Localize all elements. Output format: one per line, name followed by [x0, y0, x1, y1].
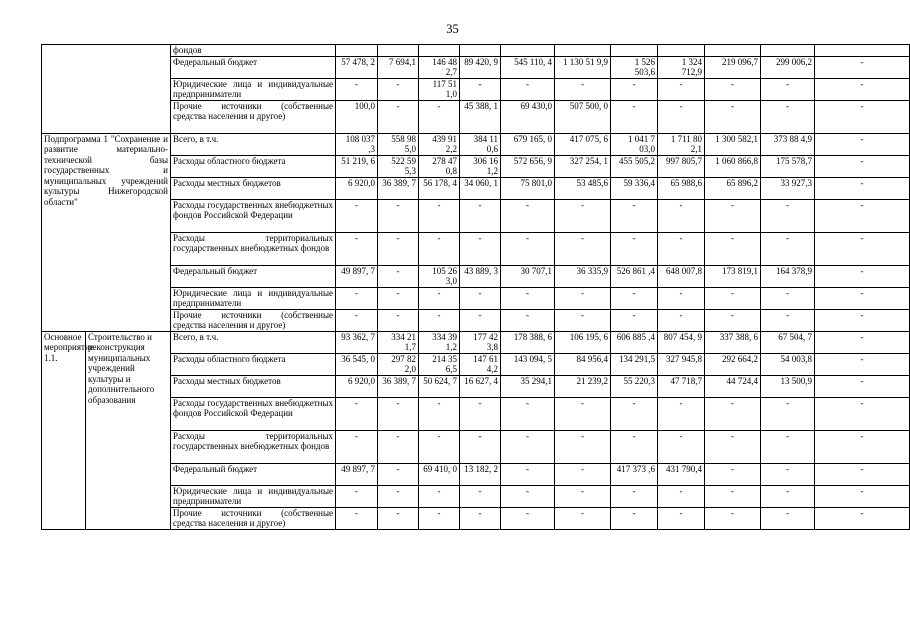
value-cell: 134 291,5: [611, 353, 658, 375]
table-row: [42, 232, 910, 265]
value-cell: 1 526 503,6: [611, 56, 658, 78]
value-cell: -: [761, 430, 815, 463]
value-cell: 57 478, 2: [336, 56, 378, 78]
table-row: [42, 430, 910, 463]
value-cell: 43 889, 3: [460, 265, 501, 287]
source-cell: Расходы областного бюджета: [171, 353, 336, 375]
value-cell: 417 075, 6: [555, 133, 611, 155]
value-cell: -: [378, 430, 419, 463]
value-cell: -: [460, 507, 501, 529]
value-cell: -: [460, 397, 501, 430]
value-cell: 105 26 3,0: [419, 265, 460, 287]
value-cell: -: [555, 287, 611, 309]
value-cell: 1 041 7 03,0: [611, 133, 658, 155]
value-cell: -: [419, 309, 460, 331]
value-cell: -: [815, 485, 910, 507]
value-cell: -: [815, 287, 910, 309]
table-row: [42, 56, 910, 78]
value-cell: 439 91 2,2: [419, 133, 460, 155]
value-cell: -: [815, 331, 910, 353]
value-cell: -: [761, 507, 815, 529]
value-cell: -: [555, 463, 611, 485]
value-cell: -: [460, 232, 501, 265]
value-cell: -: [658, 287, 705, 309]
value-cell: -: [815, 199, 910, 232]
value-cell: 807 454, 9: [658, 331, 705, 353]
table-row: [42, 45, 910, 57]
value-cell: 164 378,9: [761, 265, 815, 287]
value-cell: -: [761, 287, 815, 309]
value-cell: -: [501, 199, 555, 232]
table-row: [42, 199, 910, 232]
value-cell: -: [501, 309, 555, 331]
value-cell: -: [611, 309, 658, 331]
value-cell: 51 219, 6: [336, 155, 378, 177]
value-cell: 572 656, 9: [501, 155, 555, 177]
value-cell: 84 956,4: [555, 353, 611, 375]
source-cell: Расходы территориальных государственных внебюджетных фондов: [171, 232, 336, 265]
table-row: [42, 309, 910, 331]
budget-table-body: [42, 45, 910, 530]
budget-table: [41, 44, 910, 530]
value-cell: [336, 45, 378, 57]
value-cell: -: [555, 485, 611, 507]
value-cell: 417 373 ,6: [611, 463, 658, 485]
value-cell: -: [815, 56, 910, 78]
value-cell: -: [705, 463, 761, 485]
value-cell: -: [501, 430, 555, 463]
page-number: 35: [446, 22, 459, 36]
value-cell: 431 790,4: [658, 463, 705, 485]
value-cell: -: [611, 232, 658, 265]
value-cell: 89 420, 9: [460, 56, 501, 78]
value-cell: 106 195, 6: [555, 331, 611, 353]
value-cell: -: [815, 78, 910, 100]
table-row: [42, 100, 910, 133]
value-cell: 522 59 5,3: [378, 155, 419, 177]
value-cell: -: [815, 232, 910, 265]
value-cell: 334 21 1,7: [378, 331, 419, 353]
value-cell: -: [815, 100, 910, 133]
value-cell: [378, 45, 419, 57]
source-cell: Всего, в т.ч.: [171, 331, 336, 353]
value-cell: -: [761, 199, 815, 232]
value-cell: -: [460, 430, 501, 463]
value-cell: -: [501, 507, 555, 529]
value-cell: 67 504, 7: [761, 331, 815, 353]
value-cell: [761, 45, 815, 57]
value-cell: 33 927,3: [761, 177, 815, 199]
value-cell: -: [378, 463, 419, 485]
value-cell: [460, 45, 501, 57]
value-cell: -: [761, 463, 815, 485]
value-cell: -: [705, 100, 761, 133]
value-cell: 545 110, 4: [501, 56, 555, 78]
value-cell: 384 11 0,6: [460, 133, 501, 155]
value-cell: 69 410, 0: [419, 463, 460, 485]
table-row: [42, 78, 910, 100]
value-cell: -: [555, 507, 611, 529]
value-cell: -: [419, 397, 460, 430]
value-cell: -: [460, 309, 501, 331]
value-cell: 327 254, 1: [555, 155, 611, 177]
value-cell: 30 707,1: [501, 265, 555, 287]
table-row: [42, 177, 910, 199]
value-cell: 44 724,4: [705, 375, 761, 397]
value-cell: 373 88 4,9: [761, 133, 815, 155]
value-cell: 146 48 2,7: [419, 56, 460, 78]
value-cell: 54 003,8: [761, 353, 815, 375]
value-cell: -: [378, 485, 419, 507]
value-cell: -: [501, 463, 555, 485]
table-row: [42, 133, 910, 155]
value-cell: [501, 45, 555, 57]
source-cell: Прочие источники (собственные средства населения и другое): [171, 507, 336, 529]
value-cell: -: [336, 430, 378, 463]
value-cell: 292 664,2: [705, 353, 761, 375]
value-cell: 507 500, 0: [555, 100, 611, 133]
value-cell: 55 220,3: [611, 375, 658, 397]
source-cell: Всего, в т.ч.: [171, 133, 336, 155]
value-cell: 299 006,2: [761, 56, 815, 78]
value-cell: -: [815, 430, 910, 463]
source-cell: Федеральный бюджет: [171, 56, 336, 78]
value-cell: -: [501, 485, 555, 507]
value-cell: 337 388, 6: [705, 331, 761, 353]
value-cell: 16 627, 4: [460, 375, 501, 397]
value-cell: -: [378, 265, 419, 287]
value-cell: 997 805,7: [658, 155, 705, 177]
value-cell: -: [378, 287, 419, 309]
value-cell: -: [705, 78, 761, 100]
value-cell: -: [815, 353, 910, 375]
value-cell: [658, 45, 705, 57]
source-cell: Юридические лица и индивидуальные предприниматели: [171, 78, 336, 100]
value-cell: -: [611, 287, 658, 309]
value-cell: -: [815, 265, 910, 287]
measure-label: Основное мероприятие 1.1.: [42, 331, 86, 529]
value-cell: 1 324 712,9: [658, 56, 705, 78]
source-cell: фондов: [171, 45, 336, 57]
value-cell: -: [378, 100, 419, 133]
value-cell: -: [555, 309, 611, 331]
value-cell: -: [815, 463, 910, 485]
value-cell: 108 037 ,3: [336, 133, 378, 155]
value-cell: 13 182, 2: [460, 463, 501, 485]
value-cell: 306 16 1,2: [460, 155, 501, 177]
table-row: [42, 331, 910, 353]
value-cell: -: [378, 309, 419, 331]
value-cell: -: [705, 232, 761, 265]
value-cell: -: [501, 78, 555, 100]
value-cell: 21 239,2: [555, 375, 611, 397]
source-cell: Прочие источники (собственные средства населения и другое): [171, 309, 336, 331]
value-cell: -: [336, 199, 378, 232]
value-cell: 455 505,2: [611, 155, 658, 177]
value-cell: -: [815, 397, 910, 430]
value-cell: -: [611, 430, 658, 463]
value-cell: 175 578,7: [761, 155, 815, 177]
value-cell: 6 920,0: [336, 177, 378, 199]
value-cell: 173 819,1: [705, 265, 761, 287]
table-row: [42, 265, 910, 287]
value-cell: 47 718,7: [658, 375, 705, 397]
value-cell: -: [658, 232, 705, 265]
value-cell: -: [611, 100, 658, 133]
value-cell: 1 711 80 2,1: [658, 133, 705, 155]
value-cell: 1 060 866,8: [705, 155, 761, 177]
value-cell: 45 388, 1: [460, 100, 501, 133]
value-cell: 34 060, 1: [460, 177, 501, 199]
value-cell: -: [378, 232, 419, 265]
value-cell: -: [705, 287, 761, 309]
value-cell: -: [378, 78, 419, 100]
continuation-label-cell: [42, 45, 171, 134]
value-cell: -: [336, 78, 378, 100]
value-cell: 35 294,1: [501, 375, 555, 397]
value-cell: -: [378, 397, 419, 430]
value-cell: 147 61 4,2: [460, 353, 501, 375]
value-cell: -: [419, 199, 460, 232]
value-cell: 278 47 0,8: [419, 155, 460, 177]
value-cell: -: [378, 507, 419, 529]
value-cell: -: [705, 397, 761, 430]
subprogram-title: Подпрограмма 1 "Сохранение и развитие материально-технической базы государственных и муниципальных учреждений культуры Нижегородской области": [42, 133, 171, 331]
value-cell: 69 430,0: [501, 100, 555, 133]
table-row: [42, 485, 910, 507]
value-cell: 59 336,4: [611, 177, 658, 199]
value-cell: -: [658, 309, 705, 331]
value-cell: -: [460, 199, 501, 232]
value-cell: -: [611, 397, 658, 430]
table-row: [42, 155, 910, 177]
value-cell: -: [658, 100, 705, 133]
value-cell: -: [555, 430, 611, 463]
value-cell: 6 920,0: [336, 375, 378, 397]
value-cell: -: [336, 309, 378, 331]
value-cell: -: [611, 199, 658, 232]
value-cell: 214 35 6,5: [419, 353, 460, 375]
value-cell: -: [336, 287, 378, 309]
value-cell: 648 007,8: [658, 265, 705, 287]
value-cell: 7 694,1: [378, 56, 419, 78]
value-cell: -: [705, 309, 761, 331]
source-cell: Расходы местных бюджетов: [171, 375, 336, 397]
value-cell: -: [419, 485, 460, 507]
value-cell: 219 096,7: [705, 56, 761, 78]
value-cell: -: [611, 507, 658, 529]
value-cell: -: [815, 375, 910, 397]
value-cell: 558 98 5,0: [378, 133, 419, 155]
value-cell: -: [611, 78, 658, 100]
value-cell: [815, 45, 910, 57]
value-cell: -: [705, 507, 761, 529]
value-cell: 36 389, 7: [378, 375, 419, 397]
value-cell: -: [761, 309, 815, 331]
value-cell: 606 885 ,4: [611, 331, 658, 353]
value-cell: -: [460, 287, 501, 309]
value-cell: 36 389, 7: [378, 177, 419, 199]
value-cell: -: [815, 177, 910, 199]
value-cell: -: [761, 232, 815, 265]
value-cell: -: [761, 485, 815, 507]
value-cell: 334 39 1,2: [419, 331, 460, 353]
value-cell: -: [815, 309, 910, 331]
value-cell: 93 362, 7: [336, 331, 378, 353]
source-cell: Прочие источники (собственные средства населения и другое): [171, 100, 336, 133]
value-cell: -: [761, 100, 815, 133]
value-cell: 49 897, 7: [336, 265, 378, 287]
value-cell: -: [555, 397, 611, 430]
value-cell: 1 130 51 9,9: [555, 56, 611, 78]
value-cell: -: [336, 507, 378, 529]
table-row: [42, 463, 910, 485]
value-cell: 679 165, 0: [501, 133, 555, 155]
source-cell: Юридические лица и индивидуальные предприниматели: [171, 485, 336, 507]
value-cell: -: [555, 199, 611, 232]
source-cell: Федеральный бюджет: [171, 265, 336, 287]
value-cell: -: [419, 287, 460, 309]
value-cell: -: [336, 485, 378, 507]
value-cell: [555, 45, 611, 57]
table-row: [42, 397, 910, 430]
value-cell: -: [658, 397, 705, 430]
value-cell: 53 485,6: [555, 177, 611, 199]
value-cell: 177 42 3,8: [460, 331, 501, 353]
value-cell: 1 300 582,1: [705, 133, 761, 155]
source-cell: Расходы государственных внебюджетных фондов Российской Федерации: [171, 199, 336, 232]
value-cell: -: [815, 507, 910, 529]
value-cell: -: [705, 199, 761, 232]
value-cell: -: [705, 485, 761, 507]
value-cell: [611, 45, 658, 57]
value-cell: -: [419, 100, 460, 133]
value-cell: -: [658, 430, 705, 463]
value-cell: -: [501, 287, 555, 309]
value-cell: -: [555, 78, 611, 100]
source-cell: Расходы местных бюджетов: [171, 177, 336, 199]
value-cell: 526 861 ,4: [611, 265, 658, 287]
value-cell: -: [815, 133, 910, 155]
value-cell: 36 545, 0: [336, 353, 378, 375]
value-cell: 100,0: [336, 100, 378, 133]
value-cell: -: [501, 397, 555, 430]
value-cell: -: [761, 397, 815, 430]
value-cell: -: [336, 232, 378, 265]
value-cell: -: [460, 485, 501, 507]
value-cell: 36 335,9: [555, 265, 611, 287]
value-cell: -: [378, 199, 419, 232]
value-cell: 65 896,2: [705, 177, 761, 199]
source-cell: Расходы территориальных государственных внебюджетных фондов: [171, 430, 336, 463]
value-cell: -: [658, 485, 705, 507]
value-cell: 327 945,8: [658, 353, 705, 375]
value-cell: 13 500,9: [761, 375, 815, 397]
value-cell: -: [761, 78, 815, 100]
table-row: [42, 287, 910, 309]
value-cell: 56 178, 4: [419, 177, 460, 199]
value-cell: -: [419, 507, 460, 529]
value-cell: -: [658, 78, 705, 100]
value-cell: -: [658, 507, 705, 529]
measure-name: Строительство и реконструкция муниципальных учреждений культуры и дополнительного образования: [86, 331, 171, 529]
value-cell: -: [419, 430, 460, 463]
value-cell: -: [336, 397, 378, 430]
table-row: [42, 375, 910, 397]
value-cell: -: [460, 78, 501, 100]
value-cell: -: [501, 232, 555, 265]
value-cell: 143 094, 5: [501, 353, 555, 375]
source-cell: Расходы государственных внебюджетных фондов Российской Федерации: [171, 397, 336, 430]
source-cell: Федеральный бюджет: [171, 463, 336, 485]
value-cell: -: [705, 430, 761, 463]
value-cell: 117 51 1,0: [419, 78, 460, 100]
value-cell: [705, 45, 761, 57]
value-cell: 49 897, 7: [336, 463, 378, 485]
value-cell: -: [658, 199, 705, 232]
source-cell: Юридические лица и индивидуальные предприниматели: [171, 287, 336, 309]
value-cell: -: [815, 155, 910, 177]
source-cell: Расходы областного бюджета: [171, 155, 336, 177]
value-cell: -: [419, 232, 460, 265]
value-cell: 65 988,6: [658, 177, 705, 199]
value-cell: 297 82 2,0: [378, 353, 419, 375]
table-row: [42, 507, 910, 529]
table-row: [42, 353, 910, 375]
value-cell: 50 624, 7: [419, 375, 460, 397]
value-cell: -: [611, 485, 658, 507]
value-cell: 75 801,0: [501, 177, 555, 199]
value-cell: [419, 45, 460, 57]
value-cell: -: [555, 232, 611, 265]
value-cell: 178 388, 6: [501, 331, 555, 353]
